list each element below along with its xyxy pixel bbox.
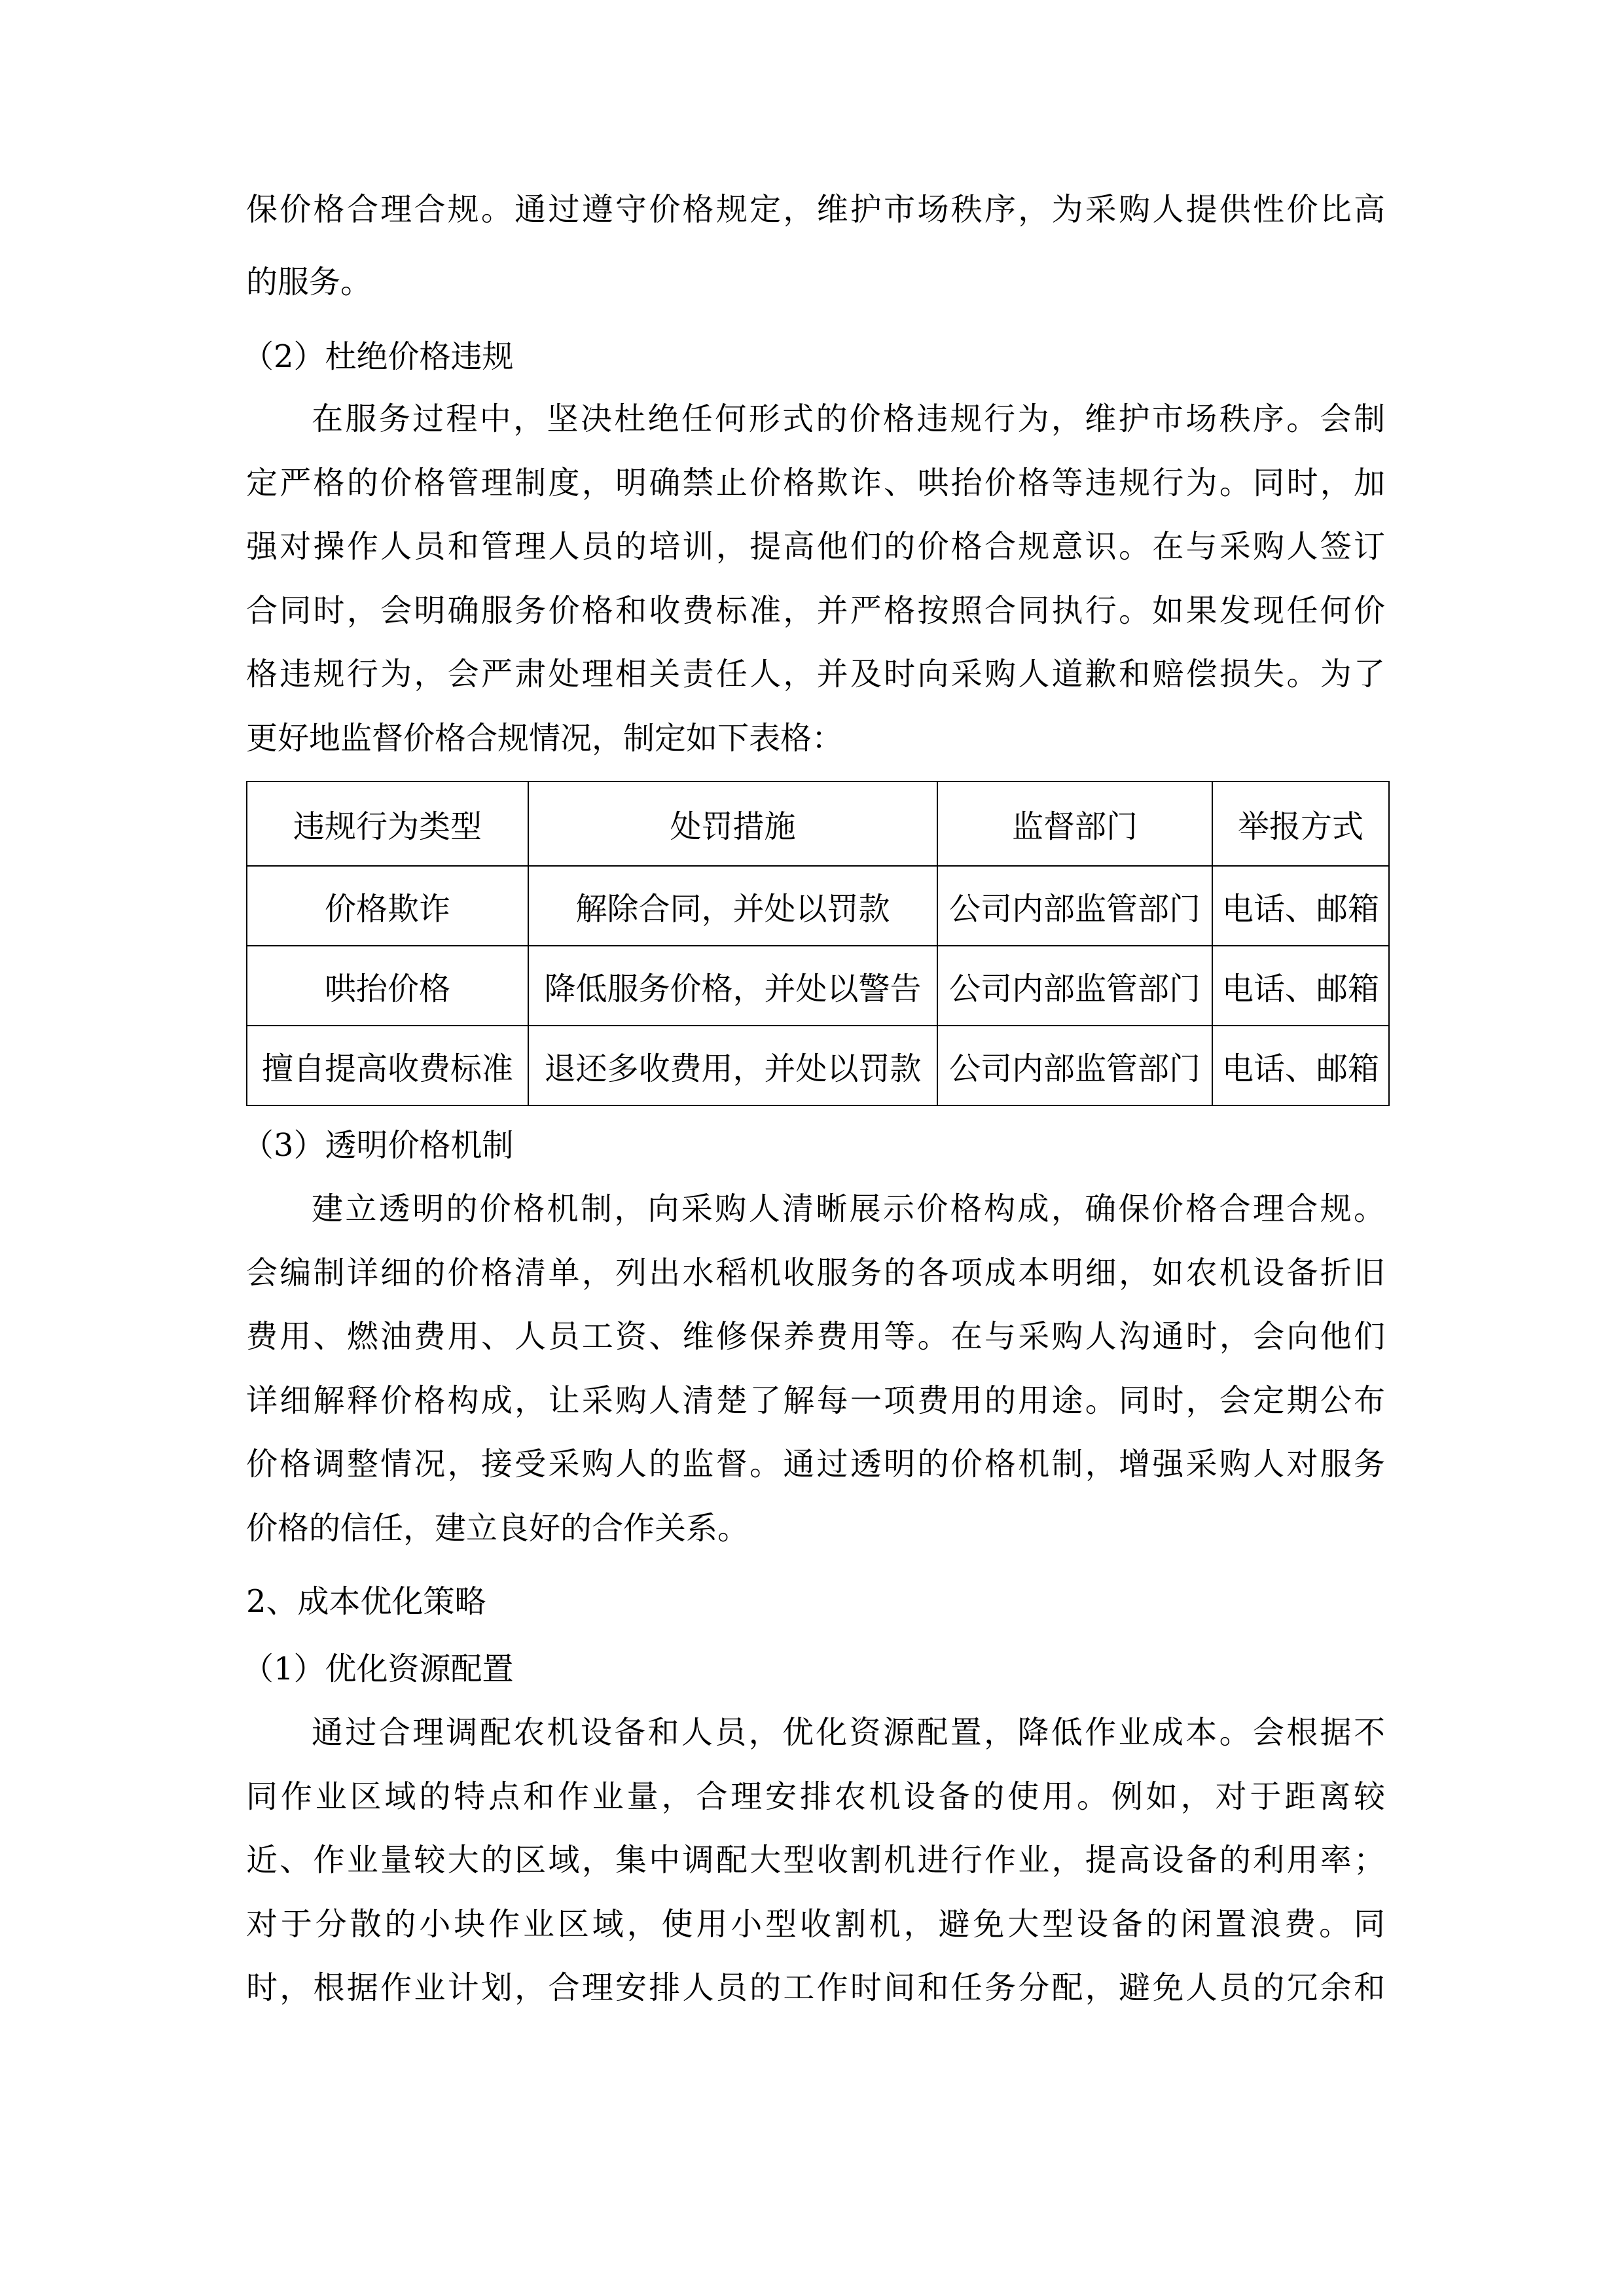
paragraph-line: 通过合理调配农机设备和人员，优化资源配置，降低作业成本。会根据不 bbox=[312, 1714, 1385, 1751]
table-cell: 价格欺诈 bbox=[247, 866, 528, 946]
table-cell: 哄抬价格 bbox=[247, 946, 528, 1026]
paragraph-line: 格违规行为，会严肃处理相关责任人，并及时向采购人道歉和赔偿损失。为了 bbox=[246, 656, 1385, 692]
table-header-row bbox=[247, 781, 1389, 866]
paragraph-line: 的服务。 bbox=[246, 264, 372, 300]
table-header-cell: 违规行为类型 bbox=[247, 781, 528, 866]
table-cell: 电话、邮箱 bbox=[1212, 946, 1389, 1026]
part-heading: 2、成本优化策略 bbox=[246, 1583, 486, 1620]
table-cell: 公司内部监管部门 bbox=[937, 1026, 1212, 1105]
table-cell: 电话、邮箱 bbox=[1212, 866, 1389, 946]
paragraph-line: 建立透明的价格机制，向采购人清晰展示价格构成，确保价格合理合规。 bbox=[312, 1191, 1385, 1227]
section-heading: （1）优化资源配置 bbox=[242, 1651, 514, 1687]
table-cell: 公司内部监管部门 bbox=[937, 866, 1212, 946]
paragraph-line: 会编制详细的价格清单，列出水稻机收服务的各项成本明细，如农机设备折旧 bbox=[246, 1255, 1385, 1291]
paragraph-line: 价格的信任，建立良好的合作关系。 bbox=[246, 1510, 749, 1547]
table-header-cell: 举报方式 bbox=[1212, 781, 1389, 866]
section-heading: （2）杜绝价格违规 bbox=[242, 338, 514, 375]
table-row bbox=[247, 946, 1389, 1026]
paragraph-line: 更好地监督价格合规情况，制定如下表格： bbox=[246, 720, 844, 757]
table-cell: 解除合同，并处以罚款 bbox=[528, 866, 937, 946]
paragraph-line: 定严格的价格管理制度，明确禁止价格欺诈、哄抬价格等违规行为。同时，加 bbox=[246, 465, 1385, 501]
paragraph-line: 强对操作人员和管理人员的培训，提高他们的价格合规意识。在与采购人签订 bbox=[246, 528, 1385, 565]
paragraph-line: 合同时，会明确服务价格和收费标准，并严格按照合同执行。如果发现任何价 bbox=[246, 592, 1385, 629]
table-row bbox=[247, 1026, 1389, 1105]
table-cell: 公司内部监管部门 bbox=[937, 946, 1212, 1026]
table-header-cell: 监督部门 bbox=[937, 781, 1212, 866]
paragraph-line: 时，根据作业计划，合理安排人员的工作时间和任务分配，避免人员的冗余和 bbox=[246, 1969, 1385, 2006]
table-cell: 擅自提高收费标准 bbox=[247, 1026, 528, 1105]
table-header-cell: 处罚措施 bbox=[528, 781, 937, 866]
paragraph-line: 价格调整情况，接受采购人的监督。通过透明的价格机制，增强采购人对服务 bbox=[246, 1446, 1385, 1482]
table-cell: 电话、邮箱 bbox=[1212, 1026, 1389, 1105]
paragraph-line: 对于分散的小块作业区域，使用小型收割机，避免大型设备的闲置浪费。同 bbox=[246, 1906, 1385, 1943]
paragraph-line: 在服务过程中，坚决杜绝任何形式的价格违规行为，维护市场秩序。会制 bbox=[312, 401, 1385, 437]
table-cell: 降低服务价格，并处以警告 bbox=[528, 946, 937, 1026]
price-violation-table bbox=[246, 781, 1390, 1106]
table-row bbox=[247, 866, 1389, 946]
paragraph-line: 详细解释价格构成，让采购人清楚了解每一项费用的用途。同时，会定期公布 bbox=[246, 1382, 1385, 1419]
table-cell: 退还多收费用，并处以罚款 bbox=[528, 1026, 937, 1105]
paragraph-line: 保价格合理合规。通过遵守价格规定，维护市场秩序，为采购人提供性价比高 bbox=[246, 191, 1385, 228]
section-heading: （3）透明价格机制 bbox=[242, 1127, 514, 1164]
paragraph-line: 同作业区域的特点和作业量，合理安排农机设备的使用。例如，对于距离较 bbox=[246, 1778, 1385, 1815]
paragraph-line: 费用、燃油费用、人员工资、维修保养费用等。在与采购人沟通时，会向他们 bbox=[246, 1318, 1385, 1355]
paragraph-line: 近、作业量较大的区域，集中调配大型收割机进行作业，提高设备的利用率； bbox=[246, 1842, 1385, 1878]
